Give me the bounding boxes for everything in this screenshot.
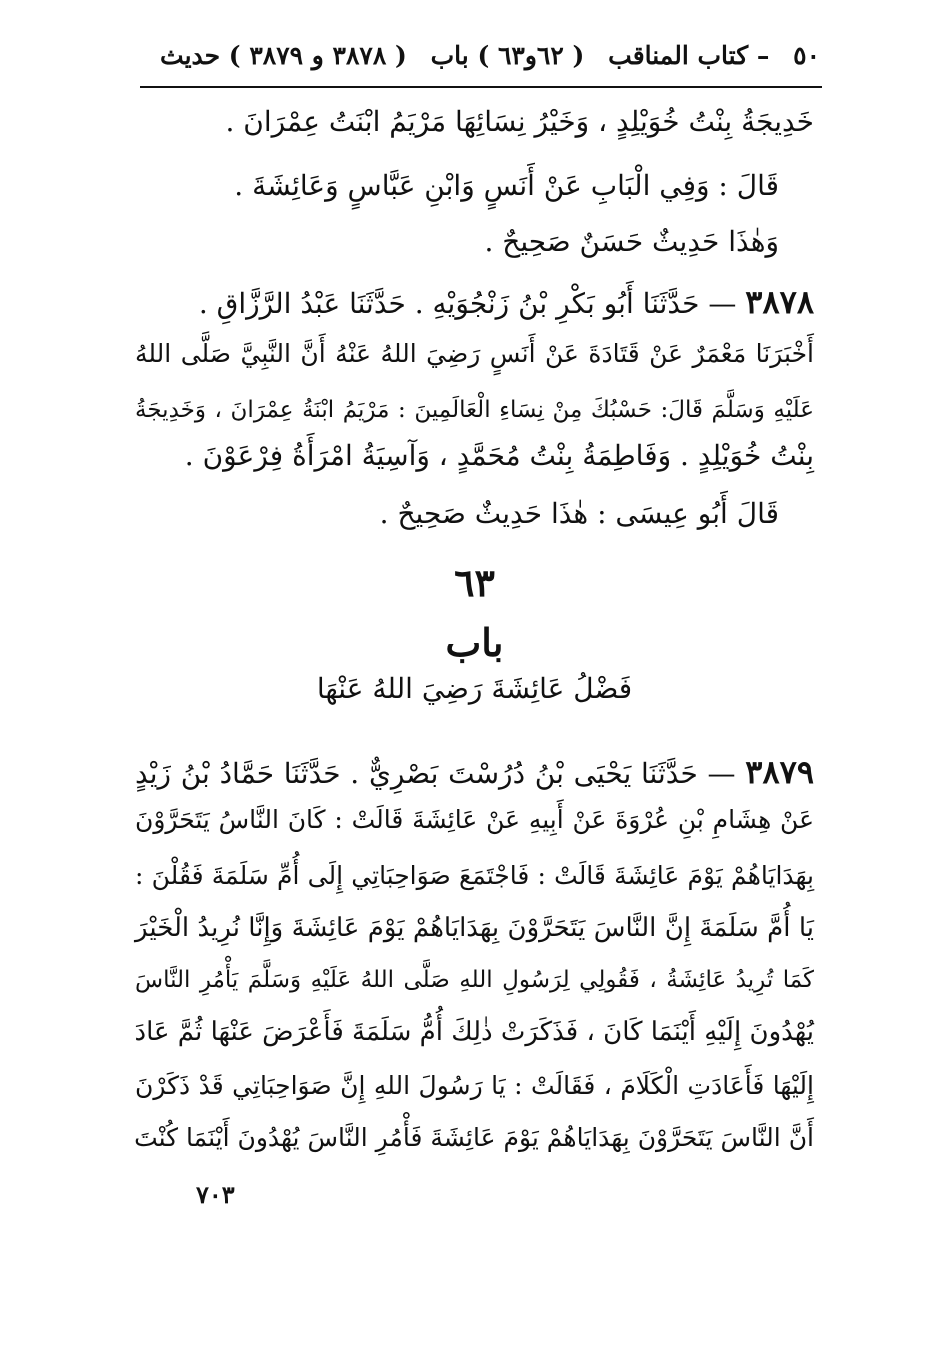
hadith-number: ٣٨٧٩ (745, 753, 814, 791)
text-line: عَنْ هِشَامِ بْنِ عُرْوَةَ عَنْ أَبِيهِ عَنْ عَائِشَةَ قَالَتْ : كَانَ النَّاسُ يَتَحَرَّوْنَ (135, 805, 814, 834)
hadith-3879-opening (135, 752, 814, 796)
chapter-number: ٦٣ (454, 560, 495, 605)
text-line: قَالَ أَبُو عِيسَى : هٰذَا حَدِيثٌ صَحِيحٌ . (379, 497, 779, 530)
footer-page-number: ٧٠٣ (196, 1180, 235, 1209)
hadith-number: ٣٨٧٨ (745, 283, 814, 321)
text-line: أَنَّ النَّاسَ يَتَحَرَّوْنَ بِهَدَايَاهُمْ يَوْمَ عَائِشَةَ فَأْمُرِ النَّاسَ يُهْدُونَ أَيْنَمَا كُنْتَ (134, 1123, 814, 1152)
text-line: يَا أُمَّ سَلَمَةَ إِنَّ النَّاسَ يَتَحَرَّوْنَ بِهَدَايَاهُمْ يَوْمَ عَائِشَةَ وَإِنَّا نُرِيدُ الْخَيْرَ (135, 913, 814, 943)
text-line: بِنْتُ خُوَيْلِدٍ . وَفَاطِمَةُ بِنْتُ مُحَمَّدٍ ، وَآسِيَةُ امْرَأَةُ فِرْعَوْنَ . (184, 439, 814, 472)
chapter-label: باب (445, 620, 504, 665)
header-rule (140, 86, 822, 88)
text-line: إِلَيْهَا فَأَعَادَتِ الْكَلَامَ ، فَقَالَتْ : يَا رَسُولَ اللهِ إِنَّ صَوَاحِبَاتِي قَدْ ذَكَرْنَ (135, 1071, 814, 1100)
text-line: قَالَ : وَفِي الْبَابِ عَنْ أَنَسٍ وَابْنِ عَبَّاسٍ وَعَائِشَةَ . (234, 169, 779, 202)
text-line: خَدِيجَةُ بِنْتُ خُوَيْلِدٍ ، وَخَيْرُ نِسَائِهَا مَرْيَمُ ابْنَتُ عِمْرَانَ . (225, 105, 814, 138)
header-chapter-ref: ( ٦٢و٦٣ ) باب (430, 40, 585, 70)
hadith-text: — حَدَّثَنَا يَحْيَى بْنُ دُرُسْتَ بَصْرِيٌّ . حَدَّثَنَا حَمَّادُ بْنُ زَيْدٍ (135, 757, 736, 790)
header-book-title: – كتاب المناقب (608, 40, 770, 70)
text-line: أَخْبَرَنَا مَعْمَرٌ عَنْ قَتَادَةَ عَنْ أَنَسٍ رَضِيَ اللهُ عَنْهُ أَنَّ النَّبِيَّ صَلَّى اللهُ (135, 339, 814, 368)
chapter-title: فَضْلُ عَائِشَةَ رَضِيَ اللهُ عَنْهَا (316, 672, 633, 705)
text-line: كَمَا تُرِيدُ عَائِشَةُ ، فَقُولِي لِرَسُولِ اللهِ صَلَّى اللهُ عَلَيْهِ وَسَلَّمَ يَأْمُرِ النَّاسَ (135, 967, 814, 993)
text-line: يُهْدُونَ إِلَيْهِ أَيْنَمَا كَانَ ، فَذَكَرَتْ ذٰلِكَ أُمُّ سَلَمَةَ فَأَعْرَضَ عَنْهَا ثُمَّ عَادَ (134, 1017, 814, 1047)
text-line: وَهٰذَا حَدِيثٌ حَسَنٌ صَحِيحٌ . (484, 225, 779, 258)
header-hadith-ref: ( ٣٨٧٨ و ٣٨٧٩ ) حديث (160, 40, 407, 70)
header-page-number: ٥٠ (793, 40, 820, 70)
running-header (160, 30, 820, 80)
hadith-3878-opening (199, 282, 814, 326)
text-line: بِهَدَايَاهُمْ يَوْمَ عَائِشَةَ قَالَتْ : فَاجْتَمَعَ صَوَاحِبَاتِي إِلَى أُمِّ سَلَمَةَ فَقُلْنَ : (135, 861, 814, 890)
text-line: عَلَيْهِ وَسَلَّمَ قَالَ: حَسْبُكَ مِنْ نِسَاءِ الْعَالَمِينَ : مَرْيَمُ ابْنَةُ عِمْرَانَ ، وَخَدِيجَةُ (135, 397, 814, 423)
hadith-text: — حَدَّثَنَا أَبُو بَكْرِ بْنُ زَنْجُوَيْهِ . حَدَّثَنَا عَبْدُ الرَّزَّاقِ . (198, 287, 737, 320)
